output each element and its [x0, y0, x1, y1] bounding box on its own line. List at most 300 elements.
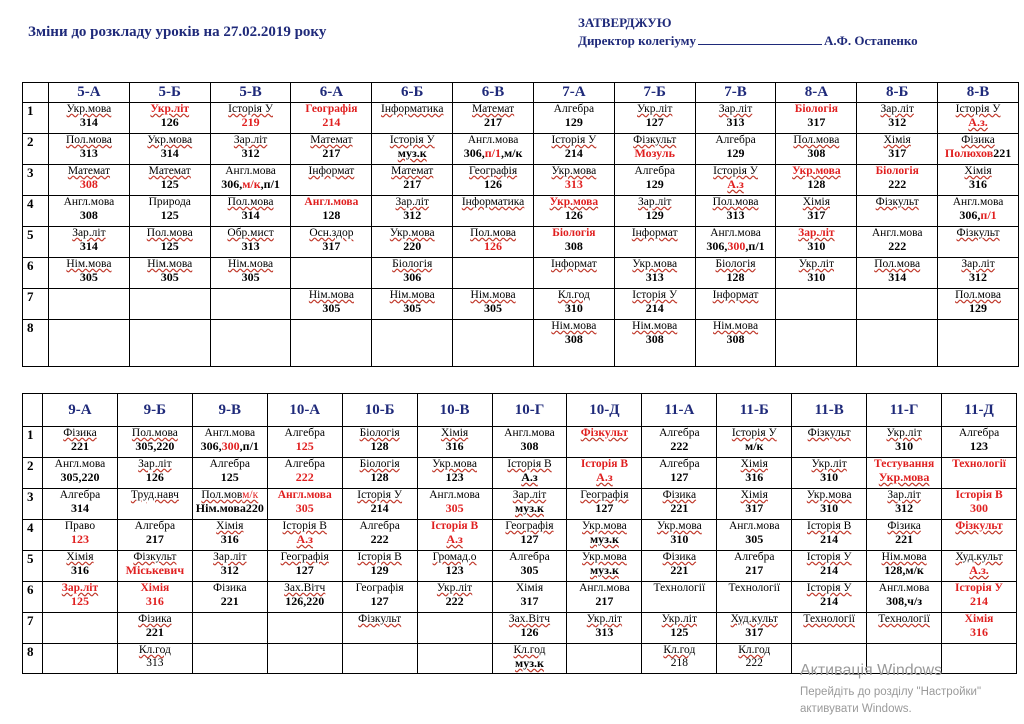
lesson-cell — [267, 520, 342, 551]
lesson-cell — [642, 458, 717, 489]
lesson-cell — [129, 258, 210, 289]
subject-text: Математ — [471, 103, 515, 115]
room-text: 313 — [79, 146, 98, 160]
room-text: 123 — [445, 563, 464, 577]
lesson-cell — [567, 520, 642, 551]
subject-text: Нім.мова — [470, 289, 516, 301]
lesson-row — [23, 103, 1019, 134]
lesson-cell — [267, 582, 342, 613]
room-text: 310 — [807, 239, 826, 253]
lesson-row — [23, 165, 1019, 196]
subject-text: Нім.мова — [66, 258, 112, 270]
subject-text: Пол.мова — [874, 258, 921, 270]
lesson-cell — [717, 551, 792, 582]
subject-text: Технології — [952, 458, 1006, 470]
subject-text: Біологія — [794, 103, 838, 115]
lesson-cell — [533, 103, 614, 134]
subject-text: Зар.літ — [798, 227, 835, 239]
room-text: 221 — [220, 594, 239, 608]
class-header: 6-В — [453, 83, 534, 103]
subject-text: Нім.мова — [308, 289, 354, 301]
lesson-cell — [717, 644, 792, 674]
room-text: 214 — [820, 563, 839, 577]
lesson-cell — [43, 489, 118, 520]
subject-text: Історія У — [357, 489, 403, 501]
lesson-cell — [342, 551, 417, 582]
room-text: 310 — [820, 470, 839, 484]
room-text: муз.к — [589, 532, 619, 546]
subject-text: Укр.літ — [661, 613, 697, 625]
lesson-cell — [49, 103, 130, 134]
signature-line — [698, 32, 822, 45]
lesson-cell — [49, 289, 130, 320]
class-header: 6-А — [291, 83, 372, 103]
subject-text: Пол.мова — [146, 227, 193, 239]
subject-text: Історія У — [955, 103, 1001, 115]
lesson-cell — [695, 289, 776, 320]
room-text: 126 — [160, 115, 179, 129]
subject-text: Хімія — [802, 196, 830, 208]
subject-text: Математ — [391, 165, 434, 177]
subject-text: Англ.мова — [467, 134, 519, 146]
class-header: 10-Г — [492, 394, 567, 427]
subject-text: Укр.мова — [632, 258, 678, 270]
subject-text: Обр.мист — [227, 227, 274, 239]
lesson-cell — [192, 427, 267, 458]
room-text: А.з — [296, 532, 313, 546]
room-text: 316 — [969, 177, 988, 191]
lesson-row — [23, 520, 1017, 551]
subject-text: Зар.літ — [880, 103, 914, 115]
subject-text: Пол.мова — [712, 196, 759, 208]
lesson-cell — [417, 520, 492, 551]
subject-text: Інформат — [308, 165, 355, 177]
room-text: 313 — [146, 657, 164, 669]
room-text: 129 — [969, 301, 988, 315]
subject-text: Алгебра — [59, 489, 101, 501]
room-text: 128,м/к — [884, 563, 924, 577]
watermark-line-2: активувати Windows. — [800, 703, 912, 715]
room-text: 317 — [807, 115, 826, 129]
lesson-cell — [372, 196, 453, 227]
room-text: 312 — [403, 208, 422, 222]
lesson-cell — [857, 196, 938, 227]
room-text: 306,п/1 — [959, 208, 997, 222]
room-text: 222 — [888, 177, 907, 191]
room-text: 308 — [726, 332, 745, 346]
lesson-cell — [776, 258, 857, 289]
subject-text: Математ — [310, 134, 353, 146]
subject-text: Зах.Вітч — [508, 613, 551, 625]
room-text: муз.к — [397, 146, 427, 160]
subject-text: Зар.літ — [138, 458, 172, 470]
room-text: 127 — [645, 115, 664, 129]
subject-text: Фізкульт — [133, 551, 177, 563]
subject-text: Зах.Вітч — [284, 582, 326, 594]
subject-text: Історія У — [228, 103, 273, 115]
room-text: 308 — [564, 332, 583, 346]
subject-text: Англ.мова — [710, 227, 761, 239]
subject-text: Інформат — [550, 258, 597, 270]
lesson-cell — [776, 134, 857, 165]
class-header: 11-Г — [867, 394, 942, 427]
room-text: 217 — [745, 563, 764, 577]
room-text: 126 — [520, 625, 539, 639]
room-text: 305 — [445, 501, 464, 515]
lesson-cell — [857, 134, 938, 165]
subject-text: Хімія — [883, 134, 911, 146]
subject-text: Нім.мова — [551, 320, 597, 332]
lesson-cell — [43, 582, 118, 613]
lesson-cell — [533, 320, 614, 367]
lesson-cell — [492, 551, 567, 582]
subject-text: Осн.здор — [309, 227, 354, 239]
subject-text: Технології — [653, 582, 706, 594]
subject-text: Біологія — [392, 258, 433, 270]
lesson-row — [23, 427, 1017, 458]
subject-text: Географія — [580, 489, 629, 501]
subject-text: Англ.мова — [728, 520, 780, 532]
windows-activation-watermark-text — [800, 684, 981, 718]
subject-text: Фізкульт — [580, 427, 629, 439]
director-line — [578, 32, 918, 50]
lesson-number: 4 — [23, 520, 43, 551]
lesson-cell — [492, 520, 567, 551]
lesson-cell — [938, 134, 1019, 165]
room-text: Міськевич — [125, 563, 185, 577]
subject-text: Нім.мова — [228, 258, 274, 270]
room-text: 217 — [595, 594, 614, 608]
lesson-cell — [291, 165, 372, 196]
lesson-cell — [492, 644, 567, 674]
lesson-cell — [717, 613, 792, 644]
lesson-cell — [857, 258, 938, 289]
room-text: 316 — [220, 532, 239, 546]
subject-text: Укр.мова — [389, 227, 435, 239]
lesson-cell — [867, 613, 942, 644]
subject-text: Хімія — [964, 165, 992, 177]
room-text: 313 — [241, 239, 260, 253]
lesson-number: 6 — [23, 258, 49, 289]
room-text: 313 — [726, 208, 745, 222]
approve-label: ЗАТВЕРДЖУЮ — [578, 15, 672, 30]
subject-text: Зар.літ — [718, 103, 753, 115]
lesson-cell — [453, 227, 534, 258]
lesson-cell — [492, 489, 567, 520]
room-text: 125 — [160, 208, 179, 222]
lesson-cell — [342, 489, 417, 520]
lesson-cell — [43, 644, 118, 674]
subject-text: Хімія — [140, 582, 170, 594]
lesson-cell — [942, 613, 1017, 644]
room-text: 310 — [807, 270, 826, 284]
lesson-cell — [117, 489, 192, 520]
class-header: 11-Д — [942, 394, 1017, 427]
lesson-cell — [614, 320, 695, 367]
subject-text: Історія У — [713, 165, 758, 177]
lesson-cell — [492, 582, 567, 613]
lesson-number: 7 — [23, 613, 43, 644]
lesson-cell — [695, 103, 776, 134]
lesson-cell — [49, 196, 130, 227]
class-header: 5-Б — [129, 83, 210, 103]
room-text: 308 — [79, 208, 98, 222]
lesson-cell — [614, 196, 695, 227]
subject-text: Географія — [505, 520, 554, 532]
lesson-row — [23, 551, 1017, 582]
subject-text: Зар.літ — [61, 582, 99, 594]
room-text: 126 — [484, 177, 503, 191]
class-header: 9-А — [43, 394, 118, 427]
lesson-cell — [342, 427, 417, 458]
lesson-cell — [291, 196, 372, 227]
subject-text: Кл.год — [738, 644, 771, 656]
lesson-cell — [533, 227, 614, 258]
lesson-cell — [49, 134, 130, 165]
subject-text: Укр.літ — [586, 613, 623, 625]
subject-text: Біологія — [552, 227, 596, 239]
subject-text: Географія — [305, 103, 358, 115]
room-text: 317 — [745, 625, 764, 639]
subject-text: Фізика — [213, 582, 247, 594]
room-text: 300 — [970, 501, 989, 515]
lesson-cell — [792, 427, 867, 458]
lesson-cell — [192, 551, 267, 582]
room-text: 125 — [220, 470, 239, 484]
subject-text: Історія У — [955, 582, 1004, 594]
lesson-cell — [267, 551, 342, 582]
room-text: 125 — [160, 177, 179, 191]
room-text: 221 — [670, 501, 689, 515]
lesson-row — [23, 613, 1017, 644]
lesson-number: 5 — [23, 551, 43, 582]
subject-text: Укр.літ — [436, 582, 473, 594]
room-text: 317 — [888, 146, 907, 160]
class-header: 8-Б — [857, 83, 938, 103]
lesson-cell — [267, 489, 342, 520]
lesson-cell — [49, 258, 130, 289]
subject-text: Математ — [148, 165, 191, 177]
subject-text: Історія У — [389, 134, 435, 146]
lesson-cell — [417, 644, 492, 674]
lesson-cell — [857, 289, 938, 320]
subject-text: Кл.год — [663, 644, 696, 656]
lesson-cell — [342, 644, 417, 674]
header-row — [23, 83, 1019, 103]
lesson-cell — [49, 227, 130, 258]
room-text: 305,220 — [60, 470, 100, 484]
subject-text: Фізика — [662, 551, 697, 563]
room-text: 306,300,п/1 — [200, 439, 259, 453]
lesson-number: 2 — [23, 458, 43, 489]
room-text: 214 — [645, 301, 664, 315]
subject-text: Географія — [355, 582, 404, 594]
subject-text: Історія В — [955, 489, 1003, 501]
lesson-cell — [210, 320, 291, 367]
lesson-cell — [129, 227, 210, 258]
lesson-cell — [567, 613, 642, 644]
room-text: 126,220 — [285, 594, 325, 608]
corner-cell — [23, 83, 49, 103]
room-text: Полюхов221 — [944, 146, 1012, 160]
class-header: 11-Б — [717, 394, 792, 427]
lesson-cell — [867, 520, 942, 551]
room-text: 308,ч/з — [886, 594, 923, 608]
lesson-cell — [417, 551, 492, 582]
subject-text: Нім.мова — [147, 258, 193, 270]
subject-text: Укр.мова — [656, 520, 702, 532]
lesson-cell — [291, 289, 372, 320]
lesson-cell — [695, 320, 776, 367]
room-text: 305 — [745, 532, 764, 546]
room-text: 316 — [70, 563, 89, 577]
room-text: 214 — [970, 594, 989, 608]
lesson-cell — [942, 427, 1017, 458]
lesson-number: 3 — [23, 165, 49, 196]
lesson-cell — [567, 551, 642, 582]
subject-text: Англ.мова — [54, 458, 106, 470]
lesson-cell — [417, 489, 492, 520]
room-text: А.з — [596, 470, 613, 484]
room-text: 308 — [645, 332, 664, 346]
subject-text: Англ.мова — [952, 196, 1004, 208]
lesson-cell — [567, 458, 642, 489]
room-text: 310 — [670, 532, 689, 546]
subject-text: Кл.год — [138, 644, 171, 656]
lesson-cell — [792, 458, 867, 489]
class-header: 10-А — [267, 394, 342, 427]
room-text: 123 — [970, 439, 989, 453]
subject-text: Укр.мова — [582, 520, 627, 532]
lesson-cell — [492, 613, 567, 644]
lesson-number: 7 — [23, 289, 49, 320]
subject-text: Математ — [67, 165, 111, 177]
room-text: 313 — [645, 270, 664, 284]
lesson-cell — [49, 165, 130, 196]
lesson-cell — [129, 134, 210, 165]
lesson-cell — [453, 103, 534, 134]
subject-text: Пол.мова — [793, 134, 840, 146]
subject-text: Пол.мовм/к — [201, 489, 259, 501]
lesson-cell — [210, 196, 291, 227]
subject-text: Англ.мова — [871, 227, 923, 239]
lesson-cell — [776, 103, 857, 134]
lesson-cell — [792, 520, 867, 551]
lesson-cell — [695, 258, 776, 289]
lesson-cell — [533, 289, 614, 320]
lesson-cell — [942, 489, 1017, 520]
room-text: 214 — [322, 115, 341, 129]
subject-text: Англ.мова — [225, 165, 276, 177]
subject-text: Зар.літ — [512, 489, 547, 501]
room-text: 306,м/к,п/1 — [221, 177, 280, 191]
room-text: 305,220 — [135, 439, 175, 453]
class-header: 7-В — [695, 83, 776, 103]
lesson-cell — [642, 489, 717, 520]
lesson-cell — [695, 196, 776, 227]
room-text: 222 — [745, 657, 763, 669]
class-header: 10-Б — [342, 394, 417, 427]
lesson-cell — [717, 582, 792, 613]
room-text: 306 — [403, 270, 422, 284]
lesson-number: 6 — [23, 582, 43, 613]
subject-text: Укр.мова — [582, 551, 627, 563]
lesson-number: 3 — [23, 489, 43, 520]
subject-text: Історія У — [731, 427, 777, 439]
subject-text: Хімія — [66, 551, 94, 563]
subject-text: Історія У — [806, 582, 852, 594]
lesson-cell — [614, 289, 695, 320]
lesson-cell — [857, 103, 938, 134]
lesson-number: 8 — [23, 320, 49, 367]
lesson-cell — [372, 134, 453, 165]
lesson-cell — [567, 582, 642, 613]
room-text: А.з. — [968, 115, 988, 129]
lesson-cell — [867, 458, 942, 489]
room-text: 127 — [520, 532, 539, 546]
lesson-cell — [372, 227, 453, 258]
room-text: 305 — [484, 301, 503, 315]
lesson-cell — [210, 227, 291, 258]
lesson-cell — [614, 103, 695, 134]
lesson-cell — [291, 103, 372, 134]
lesson-cell — [210, 134, 291, 165]
subject-text: Укр.мова — [549, 196, 599, 208]
lesson-cell — [192, 613, 267, 644]
lesson-cell — [43, 458, 118, 489]
lesson-cell — [642, 644, 717, 674]
subject-text: Труд.навч — [130, 489, 179, 501]
lesson-cell — [867, 427, 942, 458]
room-text: 221 — [145, 625, 164, 639]
room-text: 316 — [970, 625, 989, 639]
lesson-cell — [372, 289, 453, 320]
room-text: 308 — [807, 146, 826, 160]
lesson-cell — [267, 613, 342, 644]
room-text: 214 — [370, 501, 389, 515]
subject-text: Алгебра — [134, 520, 176, 532]
lesson-cell — [776, 196, 857, 227]
room-text: 129 — [726, 146, 745, 160]
room-text: 214 — [564, 146, 583, 160]
subject-text: Алгебра — [553, 103, 595, 115]
room-text: 310 — [564, 301, 583, 315]
lesson-number: 8 — [23, 644, 43, 674]
room-text: 127 — [295, 563, 314, 577]
lesson-cell — [942, 582, 1017, 613]
subject-text: Фізкульт — [955, 520, 1003, 532]
lesson-cell — [867, 582, 942, 613]
subject-text: Укр.мова — [432, 458, 477, 470]
subject-text: Історія В — [807, 520, 852, 532]
lesson-cell — [938, 227, 1019, 258]
lesson-cell — [291, 258, 372, 289]
room-text: 308 — [520, 439, 539, 453]
lesson-cell — [938, 258, 1019, 289]
room-text: 221 — [895, 532, 914, 546]
subject-text: Алгебра — [509, 551, 550, 563]
lesson-cell — [533, 258, 614, 289]
class-header: 8-В — [938, 83, 1019, 103]
subject-text: Зар.літ — [887, 489, 921, 501]
room-text: 220 — [403, 239, 422, 253]
lesson-cell — [129, 196, 210, 227]
subject-text: Пол.мова — [227, 196, 274, 208]
subject-text: Фізика — [662, 489, 697, 501]
lesson-cell — [567, 427, 642, 458]
watermark-line-1: Перейдіть до розділу "Настройки" — [800, 686, 982, 698]
director-name: А.Ф. Остапенко — [824, 33, 918, 48]
